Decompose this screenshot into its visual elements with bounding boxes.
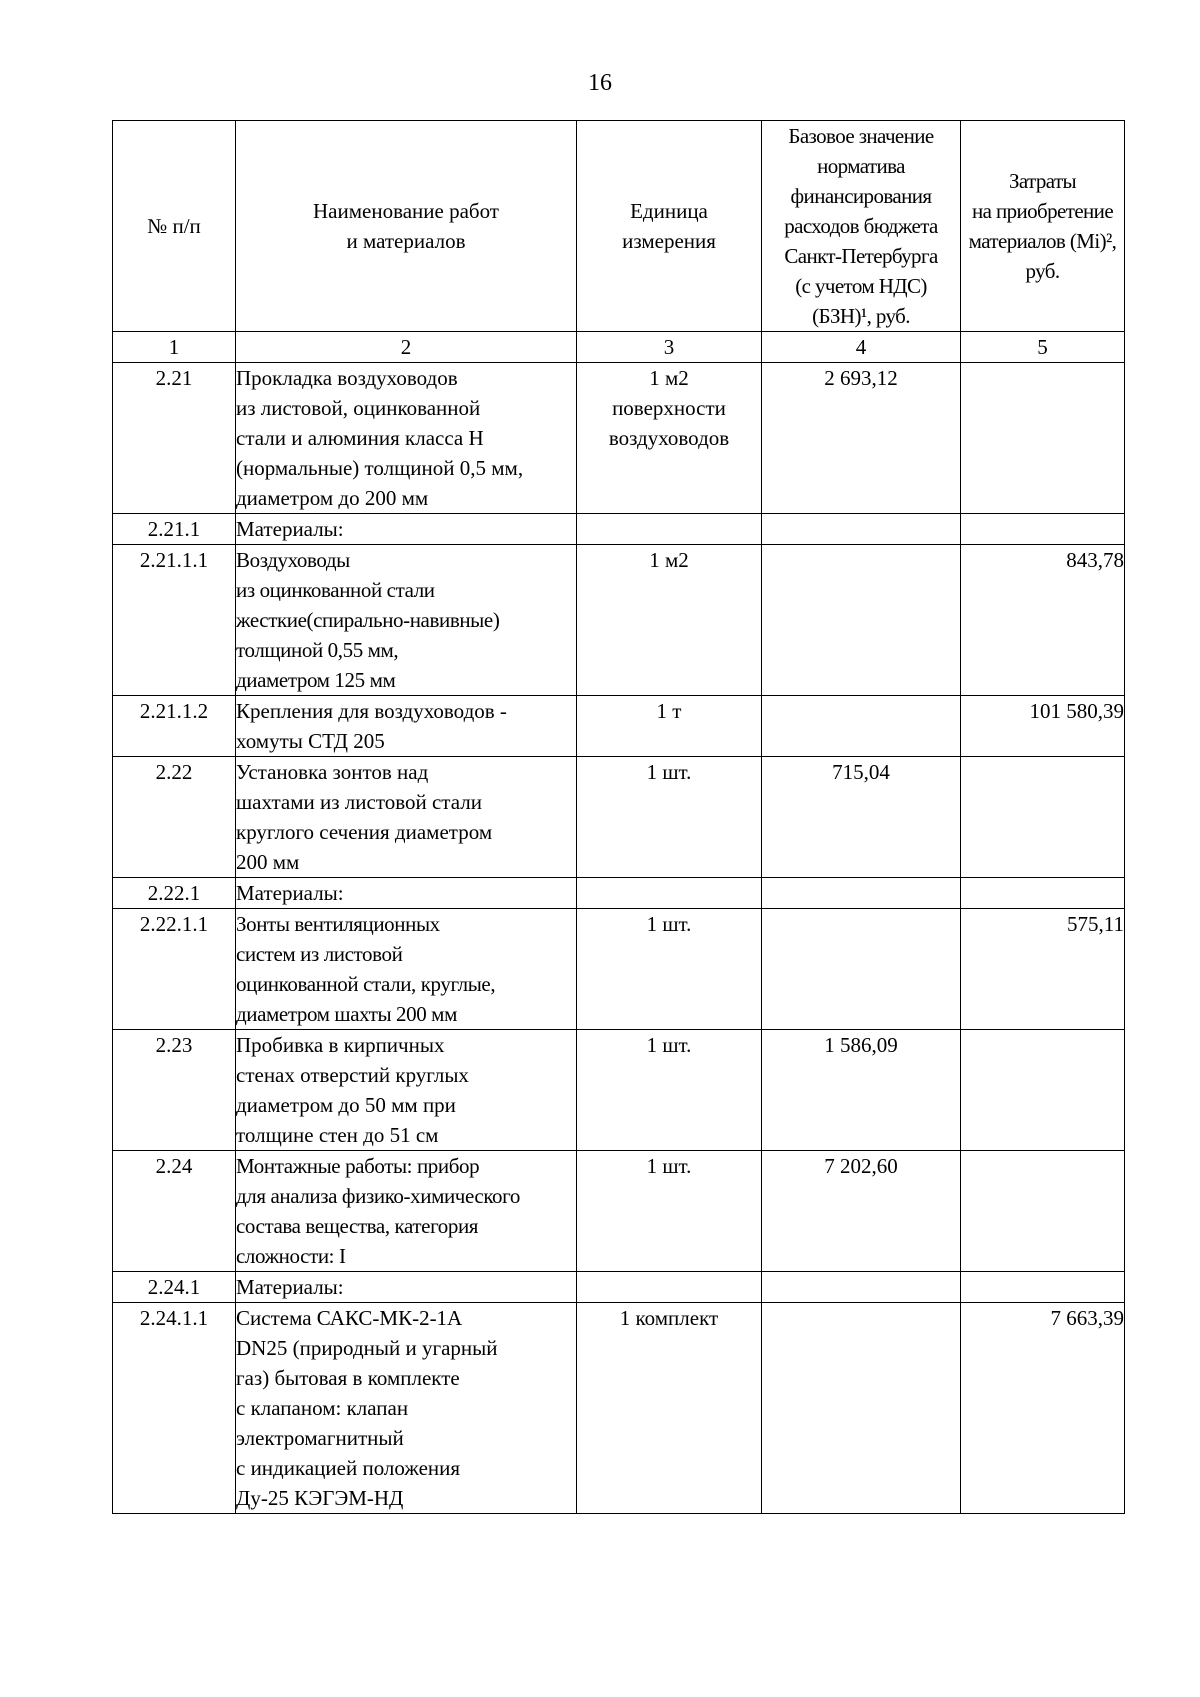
header-material-costs: Затраты на приобретение материалов (Mi)², руб. — [961, 121, 1125, 332]
column-number: 4 — [762, 332, 961, 363]
header-base-value: Базовое значение норматива финансирования расходов бюджета Санкт-Петербурга (с учетом НДС) (БЗН)¹, руб. — [762, 121, 961, 332]
material-cost — [961, 1030, 1125, 1151]
table-row — [113, 1272, 1125, 1303]
base-value: 2 693,12 — [762, 363, 961, 514]
row-number: 2.22.1 — [113, 878, 236, 909]
material-cost: 843,78 — [961, 545, 1125, 696]
row-number: 2.21.1.1 — [113, 545, 236, 696]
unit — [577, 1272, 762, 1303]
table-row — [113, 514, 1125, 545]
work-name: Установка зонтов над шахтами из листовой стали круглого сечения диаметром 200 мм — [236, 757, 577, 878]
work-name: Материалы: — [236, 1272, 577, 1303]
unit: 1 шт. — [577, 909, 762, 1030]
header-unit: Единица измерения — [577, 121, 762, 332]
base-value: 1 586,09 — [762, 1030, 961, 1151]
column-numbers-row — [113, 332, 1125, 363]
row-number: 2.24.1.1 — [113, 1303, 236, 1514]
unit: 1 шт. — [577, 1151, 762, 1272]
base-value — [762, 878, 961, 909]
work-name: Монтажные работы: прибор для анализа физико-химического состава вещества, категория сложности: I — [236, 1151, 577, 1272]
material-cost — [961, 757, 1125, 878]
row-number: 2.21.1.2 — [113, 696, 236, 757]
material-cost — [961, 1151, 1125, 1272]
column-number: 5 — [961, 332, 1125, 363]
unit: 1 м2 — [577, 545, 762, 696]
header-name: Наименование работ и материалов — [236, 121, 577, 332]
row-number: 2.24 — [113, 1151, 236, 1272]
column-number: 2 — [236, 332, 577, 363]
row-number: 2.22 — [113, 757, 236, 878]
table-row — [113, 909, 1125, 1030]
unit — [577, 514, 762, 545]
column-number: 1 — [113, 332, 236, 363]
work-name: Материалы: — [236, 878, 577, 909]
base-value — [762, 909, 961, 1030]
norms-table — [112, 120, 1125, 1514]
material-cost: 101 580,39 — [961, 696, 1125, 757]
work-name: Крепления для воздуховодов - хомуты СТД 205 — [236, 696, 577, 757]
material-cost: 575,11 — [961, 909, 1125, 1030]
unit: 1 т — [577, 696, 762, 757]
column-number: 3 — [577, 332, 762, 363]
material-cost — [961, 1272, 1125, 1303]
table-row — [113, 878, 1125, 909]
table-row — [113, 757, 1125, 878]
table-row — [113, 1030, 1125, 1151]
table-row — [113, 696, 1125, 757]
unit: 1 шт. — [577, 757, 762, 878]
work-name: Прокладка воздуховодов из листовой, оцинкованной стали и алюминия класса Н (нормальные) толщиной 0,5 мм, диаметром до 200 мм — [236, 363, 577, 514]
material-cost — [961, 514, 1125, 545]
material-cost: 7 663,39 — [961, 1303, 1125, 1514]
unit — [577, 878, 762, 909]
header-no: № п/п — [113, 121, 236, 332]
row-number: 2.21.1 — [113, 514, 236, 545]
work-name: Пробивка в кирпичных стенах отверстий круглых диаметром до 50 мм при толщине стен до 51 см — [236, 1030, 577, 1151]
row-number: 2.23 — [113, 1030, 236, 1151]
table-row — [113, 545, 1125, 696]
work-name: Воздуховоды из оцинкованной стали жесткие(спирально-навивные) толщиной 0,55 мм, диаметром 125 мм — [236, 545, 577, 696]
work-name: Система САКС-МК-2-1А DN25 (природный и угарный газ) бытовая в комплекте с клапаном: клапан электромагнитный с индикацией положения Ду-25 КЭГЭМ-НД — [236, 1303, 577, 1514]
table-row — [113, 1303, 1125, 1514]
base-value — [762, 1272, 961, 1303]
table-row — [113, 1151, 1125, 1272]
base-value — [762, 514, 961, 545]
work-name: Зонты вентиляционных систем из листовой оцинкованной стали, круглые, диаметром шахты 200 мм — [236, 909, 577, 1030]
base-value: 7 202,60 — [762, 1151, 961, 1272]
base-value — [762, 1303, 961, 1514]
base-value — [762, 545, 961, 696]
unit: 1 комплект — [577, 1303, 762, 1514]
material-cost — [961, 878, 1125, 909]
unit: 1 шт. — [577, 1030, 762, 1151]
page-number: 16 — [588, 70, 612, 96]
material-cost — [961, 363, 1125, 514]
base-value — [762, 696, 961, 757]
work-name: Материалы: — [236, 514, 577, 545]
row-number: 2.24.1 — [113, 1272, 236, 1303]
header-row — [113, 121, 1125, 332]
row-number: 2.21 — [113, 363, 236, 514]
base-value: 715,04 — [762, 757, 961, 878]
unit: 1 м2 поверхности воздуховодов — [577, 363, 762, 514]
table-row — [113, 363, 1125, 514]
row-number: 2.22.1.1 — [113, 909, 236, 1030]
